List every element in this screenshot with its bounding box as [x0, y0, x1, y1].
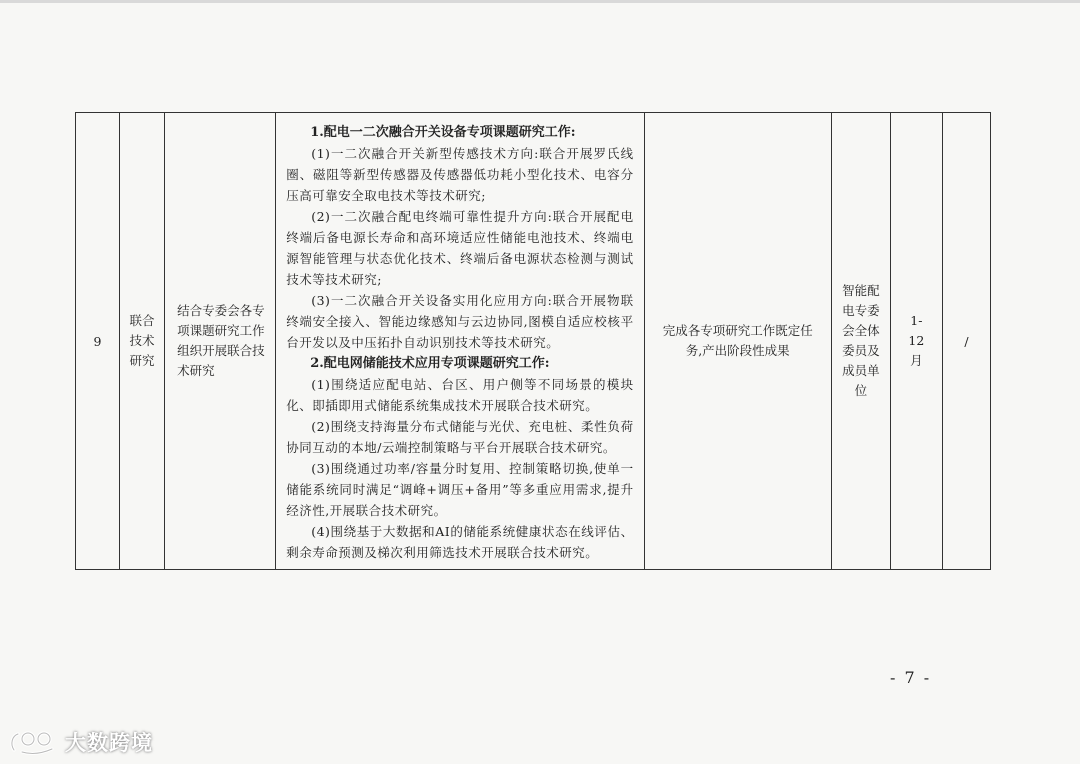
- watermark-text: 大数跨境: [65, 731, 153, 755]
- work-goal: 结合专委会各专项课题研究工作组织开展联合技术研究: [177, 303, 265, 378]
- watermark: [8, 727, 153, 757]
- section-1-paragraph-1: (1)一二次融合开关新型传感技术方向:联合开展罗氏线圈、磁阻等新型传感器及传感器低功耗小型化技术、电容分压高可靠安全取电技术等技术研究;: [286, 146, 634, 203]
- result-cell: [644, 113, 831, 570]
- row-number: 9: [93, 333, 102, 349]
- section-2-paragraph-1: (1)围绕适应配电站、台区、用户侧等不同场景的模块化、即插即用式储能系统集成技术开展联合技术研究。: [286, 377, 634, 413]
- section-2-paragraph-2: (2)围绕支持海量分布式储能与光伏、充电桩、柔性负荷协同互动的本地/云端控制策略与平台开展联合技术研究。: [286, 419, 634, 455]
- section-2-title: 2.配电网储能技术应用专项课题研究工作:: [310, 356, 550, 371]
- note-cell: [942, 113, 990, 570]
- section-1-paragraph-2: (2)一二次融合配电终端可靠性提升方向:联合开展配电终端后备电源长寿命和高环境适应性储能电池技术、终端电源智能管理与状态优化技术、终端后备电源状态检测与测试技术等技术研究;: [286, 209, 634, 287]
- row-number-cell: [76, 113, 120, 570]
- section-2-paragraph-3: (3)围绕通过功率/容量分时复用、控制策略切换,使单一储能系统同时满足“调峰+调压+备用”等多重应用需求,提升经济性,开展联合技术研究。: [286, 461, 634, 518]
- section-1-paragraph-3: (3)一二次融合开关设备实用化应用方向:联合开展物联终端安全接入、智能边缘感知与云边协同,图模自适应校核平台开发以及中压拓扑自动识别技术等技术研究。: [286, 293, 634, 350]
- top-border-line: [0, 0, 1080, 3]
- page-number: - 7 -: [890, 668, 932, 687]
- work-plan-table: [75, 112, 991, 570]
- time-cell: [890, 113, 942, 570]
- content-cell: [276, 113, 644, 570]
- table-row: [76, 113, 991, 570]
- time-period: 1-12月: [908, 313, 925, 368]
- goal-cell: [165, 113, 276, 570]
- watermark-logo-icon: [8, 728, 62, 756]
- item-cell: [120, 113, 165, 570]
- work-item: 联合技术研究: [129, 313, 155, 368]
- owner-cell: [831, 113, 890, 570]
- section-2-paragraph-4: (4)围绕基于大数据和AI的储能系统健康状态在线评估、剩余寿命预测及梯次利用筛选技术开展联合技术研究。: [286, 524, 634, 560]
- remark: /: [964, 333, 969, 349]
- expected-result: 完成各专项研究工作既定任务,产出阶段性成果: [662, 323, 813, 358]
- responsible-unit: 智能配电专委会全体委员及成员单位: [842, 283, 880, 398]
- section-1-title: 1.配电一二次融合开关设备专项课题研究工作:: [310, 125, 576, 140]
